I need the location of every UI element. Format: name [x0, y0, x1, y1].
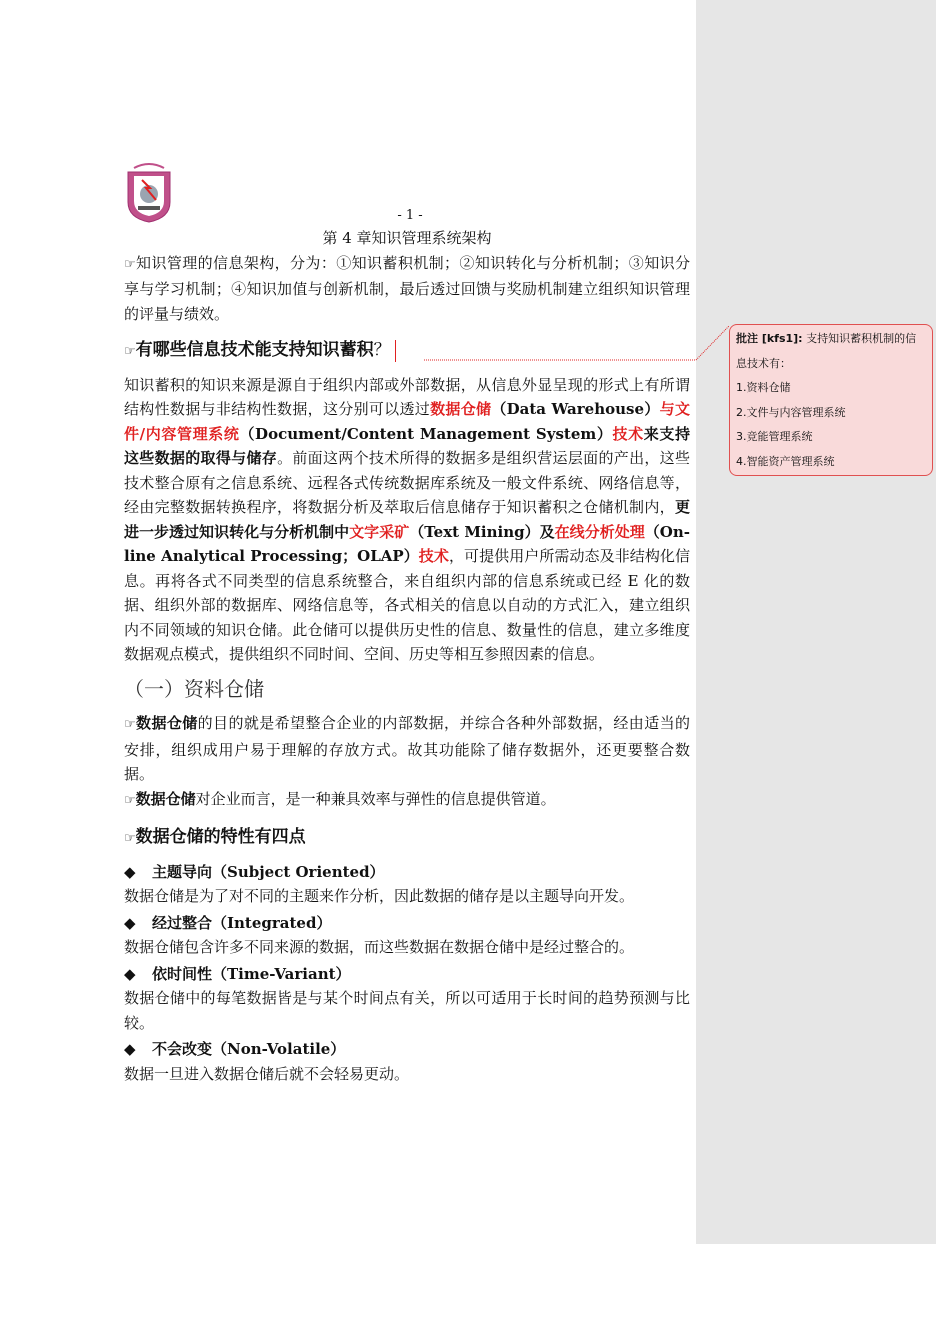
- comment-header: [736, 327, 926, 376]
- para1-bold-2: 更进一步透过知识转化与分析机制中: [124, 498, 690, 541]
- chapter-title: 第 4 章知识管理系统架构: [322, 229, 492, 247]
- para1-text-4: 。前面这两个技术所得的数据多是组织营运层面的产出，这些技术整合原有之信息系统、远程各式传统数据库系统及一般文件系统、网络信息等，经由完整数据转换程序，将数据分析及萃取后信息储存于知识蓄积之仓储机制内，: [124, 449, 690, 516]
- para1-text-3: （Document/Content Management System）: [239, 424, 613, 443]
- feature-title-text: 不会改变（Non-Volatile）: [152, 1040, 346, 1058]
- diamond-bullet-icon: ◆: [124, 913, 136, 932]
- para1-red-3: 技术: [612, 424, 644, 443]
- para1-text-5: （Text Mining）: [409, 522, 540, 541]
- para1-text-1: 知识蓄积的知识来源是源自于组织内部或外部数据，从信息外显呈现的形式上有所谓结构性数据与非结构性数据，这分别可以透过: [124, 375, 690, 418]
- question-mark: ？: [373, 340, 391, 360]
- para1-text-7: ，可提供用户所需动态及非结构化信息。再将各式不同类型的信息系统整合，来自组织内部的信息系统或已经 E 化的数据、组织外部的数据库、网络信息等，各式相关的信息以自动的方式汇入，建立组织内不同领域的知识仓储。此仓储可以提供历史性的信息、数量性的信息，建立多维度数据观点模式，提供组织不同时间、空间、历史等相互参照因素的信息。: [124, 547, 690, 663]
- feature-desc: 数据仓储是为了对不同的主题来作分析，因此数据的储存是以主题导向开发。: [124, 887, 635, 905]
- features-heading-text: 数据仓储的特性有四点: [135, 827, 306, 847]
- para1-red-5: 在线分析处理: [554, 522, 645, 541]
- intro-text: 知识管理的信息架构，分为：①知识蓄积机制；②知识转化与分析机制；③知识分享与学习机制；④知识加值与创新机制，最后透过回馈与奖励机制建立组织知识管理的评量与绩效。: [124, 253, 690, 323]
- diamond-bullet-icon: ◆: [124, 964, 136, 983]
- pointing-hand-icon: ☞: [124, 831, 136, 846]
- pointing-hand-icon: ☞: [124, 792, 136, 808]
- pointing-hand-icon: ☞: [124, 717, 136, 732]
- feature-desc: 数据一旦进入数据仓储后就不会轻易更动。: [124, 1064, 410, 1083]
- pointing-hand-icon: ☞: [124, 256, 136, 272]
- dw2-bold: 数据仓储: [135, 789, 196, 808]
- diamond-bullet-icon: ◆: [124, 862, 136, 881]
- pointing-hand-icon: ☞: [124, 344, 136, 359]
- para1-red-1: 数据仓储: [430, 400, 492, 418]
- para1-red-2: 与文件/内容管理系统: [124, 400, 690, 443]
- para1-red-4: 文字采矿: [349, 522, 410, 541]
- para1-bold-1: 来支持这些数据的取得与储存: [124, 424, 690, 467]
- dw1-text: 的目的就是希望整合企业的内部数据，并综合各种外部数据，经由适当的安排，组织成用户易于理解的存放方式。故其功能除了储存数据外，还更要整合数据。: [124, 714, 690, 783]
- feature-title-text: 经过整合（Integrated）: [152, 913, 332, 932]
- para1-text-6: （On-line Analytical Processing；OLAP）: [124, 522, 690, 565]
- comment-item: 3.竞能管理系统: [736, 430, 813, 443]
- page-number: - 1 -: [397, 208, 423, 223]
- para1-red-6: 技术: [418, 547, 449, 565]
- comment-label: 批注 [kfs1]:: [736, 332, 803, 345]
- comment-text: 支持知识蓄积机制的信息技术有：: [736, 332, 917, 370]
- section-heading: （一）资料仓储: [124, 676, 264, 701]
- feature-title-text: 主题导向（Subject Oriented）: [152, 862, 385, 881]
- dw1-bold: 数据仓储: [135, 714, 198, 732]
- para1-bold-3: 及: [539, 522, 555, 541]
- comment-item: 4.智能资产管理系统: [736, 454, 835, 468]
- question-heading-text: 有哪些信息技术能支持知识蓄积: [135, 340, 374, 360]
- comment-balloon[interactable]: [729, 324, 933, 476]
- feature-desc: 数据仓储中的每笔数据皆是与某个时间点有关，所以可适用于长时间的趋势预测与比较。: [124, 989, 690, 1032]
- diamond-bullet-icon: ◆: [124, 1040, 136, 1058]
- comment-item: 2.文件与内容管理系统: [736, 405, 846, 419]
- feature-title-text: 依时间性（Time-Variant）: [152, 964, 351, 983]
- dw2-text: 对企业而言，是一种兼具效率与弹性的信息提供管道。: [195, 789, 556, 808]
- feature-desc: 数据仓储包含许多不同来源的数据，而这些数据在数据仓储中是经过整合的。: [124, 938, 635, 956]
- comment-item: 1.资料仓储: [736, 381, 791, 394]
- para1-text-2: （Data Warehouse）: [491, 400, 660, 418]
